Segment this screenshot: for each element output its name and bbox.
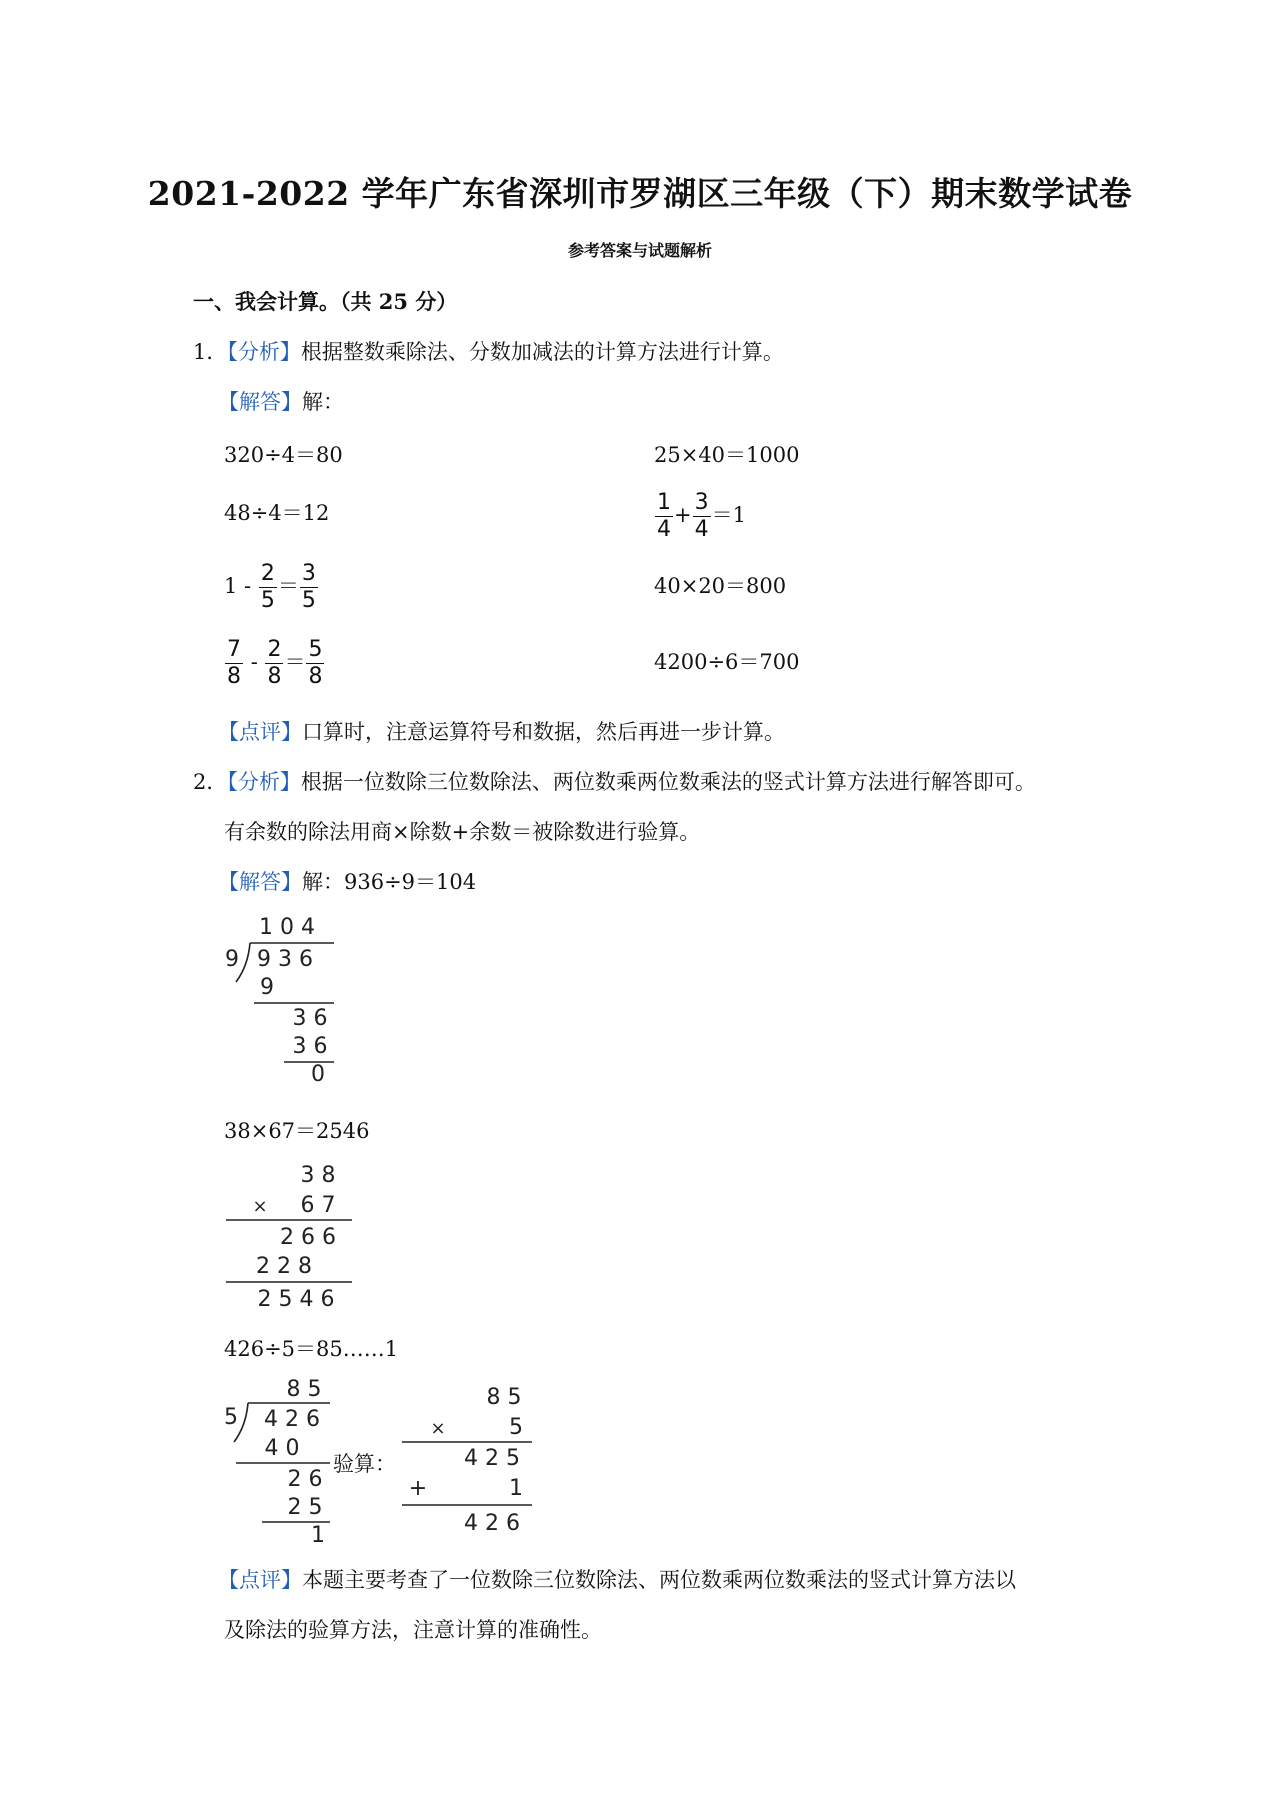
q1-eq7-frac3: $\frac{5}{8}$ — [308, 637, 323, 689]
long-division-936 — [222, 910, 342, 1086]
quotient: 8 5 — [286, 1377, 322, 1402]
q1-eq7-frac1: $\frac{7}{8}$ — [227, 637, 241, 689]
divisor: 9 — [225, 947, 239, 972]
dividend: 4 2 6 — [264, 1407, 320, 1432]
q1-eq4-frac1: $\frac{1}{4}$ — [657, 490, 671, 542]
step3: 2 5 — [287, 1495, 323, 1520]
remainder: 1 — [311, 1523, 325, 1546]
check-add: 1 — [509, 1476, 523, 1501]
mul-result: 2 5 4 6 — [257, 1287, 335, 1312]
q1-eq4-frac2: $\frac{3}{4}$ — [694, 490, 709, 542]
q2-answer-tag: 【解答】 — [218, 870, 302, 894]
q2-eq3: 426÷5＝85……1 — [224, 1337, 399, 1361]
q1-eq6: 40×20＝800 — [654, 574, 787, 598]
q2-comment-tag: 【点评】 — [218, 1568, 302, 1592]
q1-eq2: 25×40＝1000 — [654, 443, 800, 467]
q1-answer-tag: 【解答】 — [218, 390, 302, 414]
q2-number: 2． — [193, 770, 228, 794]
q2-comment-line — [218, 1564, 1016, 1594]
q1-eq8: 4200÷6＝700 — [654, 650, 800, 674]
q1-eq3: 48÷4＝12 — [224, 501, 330, 525]
multiplication-38x67 — [222, 1158, 358, 1318]
q2-eq1: 936÷9＝104 — [344, 870, 477, 894]
check-sign: × — [430, 1418, 446, 1439]
quotient: 1 0 4 — [259, 915, 315, 940]
step2: 3 6 — [292, 1006, 328, 1031]
q1-eq5-frac2: $\frac{3}{5}$ — [301, 561, 316, 613]
q1-comment-tag: 【点评】 — [218, 720, 302, 744]
step2: 2 6 — [287, 1467, 323, 1492]
q1-eq5: 1 - $\frac{2}{5}$ ＝ $\frac{3}{5}$ — [224, 561, 316, 613]
remainder: 0 — [311, 1062, 325, 1086]
q1-eq1: 320÷4＝80 — [224, 443, 343, 467]
q1-number: 1． — [193, 340, 228, 364]
q2-analysis-line — [193, 766, 1036, 796]
check-bottom: 5 — [509, 1415, 523, 1440]
q1-analysis-tag: 【分析】 — [227, 340, 301, 364]
q1-comment-text: 口算时，注意运算符号和数据，然后再进一步计算。 — [302, 720, 785, 744]
q1-comment-line — [218, 716, 785, 746]
divisor: 5 — [224, 1405, 238, 1430]
q1-eq7: $\frac{7}{8}$ - $\frac{2}{8}$ ＝ $\frac{5}{8}$ — [227, 637, 323, 689]
check-calculation — [398, 1380, 536, 1544]
check-plus: + — [408, 1476, 428, 1501]
check-product: 4 2 5 — [464, 1446, 520, 1471]
mul-bottom: 6 7 — [300, 1193, 336, 1218]
q1-eq5-frac1: $\frac{2}{5}$ — [260, 561, 275, 613]
step1: 9 — [260, 975, 274, 1000]
q2-comment-text: 本题主要考查了一位数除三位数除法、两位数乘两位数乘法的竖式计算方法以 — [302, 1568, 1016, 1592]
step3: 3 6 — [292, 1034, 328, 1059]
page-subtitle: 参考答案与试题解析 — [567, 241, 712, 260]
page-title: 2021-2022 学年广东省深圳市罗湖区三年级（下）期末数学试卷 — [147, 174, 1133, 213]
mul-top: 3 8 — [300, 1163, 336, 1188]
q1-eq4: $\frac{1}{4}$ + $\frac{3}{4}$ ＝1 — [657, 490, 746, 542]
check-result: 4 2 6 — [464, 1511, 520, 1536]
q1-analysis-line — [193, 336, 784, 366]
section-heading: 一、我会计算。（共 25 分） — [193, 289, 458, 314]
long-division-426 — [222, 1370, 334, 1546]
mul-partial1: 2 6 6 — [280, 1225, 336, 1250]
q1-eq7-frac2: $\frac{2}{8}$ — [267, 637, 282, 689]
q2-analysis-line2: 有余数的除法用商×除数+余数＝被除数进行验算。 — [224, 820, 701, 844]
q2-eq2: 38×67＝2546 — [224, 1119, 370, 1143]
step1: 4 0 — [264, 1436, 300, 1461]
q2-comment-line2: 及除法的验算方法，注意计算的准确性。 — [224, 1618, 602, 1642]
dividend: 9 3 6 — [257, 947, 313, 972]
check-label: 验算： — [333, 1452, 396, 1476]
q2-answer-prefix: 解： — [302, 870, 344, 894]
q2-analysis-tag: 【分析】 — [227, 770, 301, 794]
q2-analysis-text: 根据一位数除三位数除法、两位数乘两位数乘法的竖式计算方法进行解答即可。 — [300, 770, 1036, 794]
q1-answer-prefix: 解： — [302, 390, 344, 414]
mul-partial2: 2 2 8 — [256, 1254, 312, 1279]
q2-answer-line — [218, 866, 476, 896]
q1-answer-line — [218, 386, 344, 416]
q1-analysis-text: 根据整数乘除法、分数加减法的计算方法进行计算。 — [300, 340, 784, 364]
mul-sign: × — [252, 1196, 268, 1217]
check-top: 8 5 — [486, 1385, 522, 1410]
